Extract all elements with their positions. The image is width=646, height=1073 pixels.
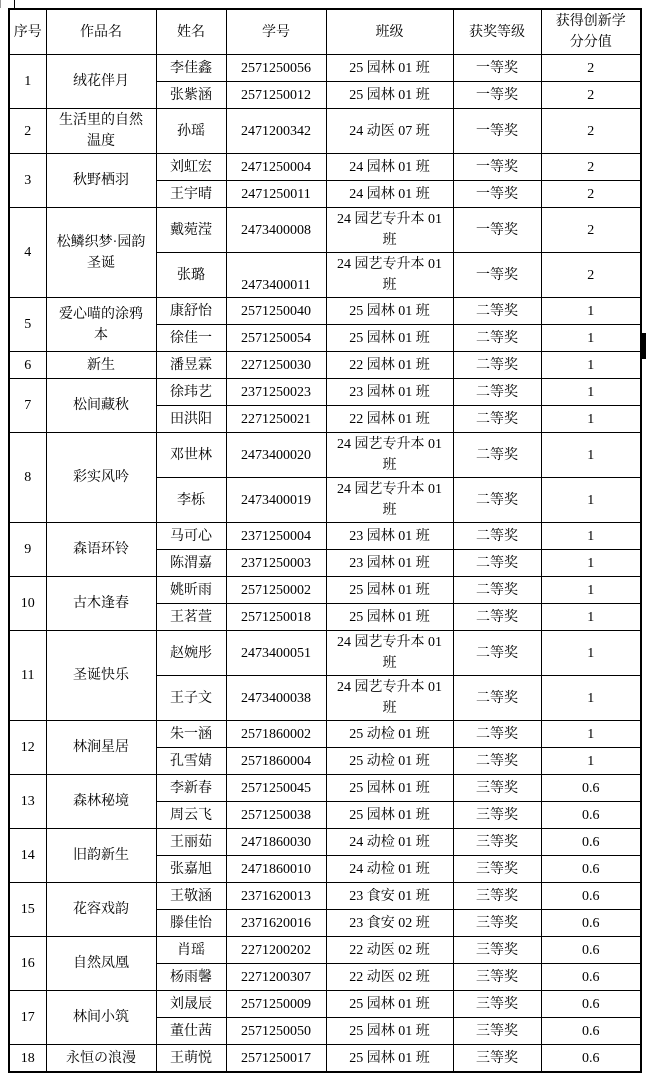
award-level-cell: 三等奖	[453, 964, 541, 991]
student-name-cell: 李新春	[156, 775, 226, 802]
work-name-cell: 松鳞织梦·园韵圣诞	[46, 208, 156, 298]
award-level-cell: 一等奖	[453, 55, 541, 82]
class-cell: 22 动医 02 班	[326, 937, 453, 964]
column-header: 学号	[226, 9, 326, 55]
serial-number-cell: 3	[9, 154, 46, 208]
award-level-cell: 二等奖	[453, 406, 541, 433]
student-id-cell: 2473400020	[226, 433, 326, 478]
student-name-cell: 刘虹宏	[156, 154, 226, 181]
serial-number-cell: 10	[9, 577, 46, 631]
serial-number-cell: 6	[9, 352, 46, 379]
award-level-cell: 一等奖	[453, 181, 541, 208]
student-id-cell: 2571250045	[226, 775, 326, 802]
student-name-cell: 田洪阳	[156, 406, 226, 433]
serial-number-cell: 5	[9, 298, 46, 352]
class-cell: 24 动检 01 班	[326, 829, 453, 856]
student-id-cell: 2471200342	[226, 109, 326, 154]
table-row	[9, 433, 641, 478]
credit-score-cell: 0.6	[541, 1045, 641, 1073]
credit-score-cell: 1	[541, 379, 641, 406]
column-header: 班级	[326, 9, 453, 55]
award-level-cell: 二等奖	[453, 550, 541, 577]
student-name-cell: 李栎	[156, 478, 226, 523]
table-row	[9, 721, 641, 748]
credit-score-cell: 1	[541, 352, 641, 379]
class-cell: 23 园林 01 班	[326, 379, 453, 406]
credit-score-cell: 0.6	[541, 883, 641, 910]
student-id-cell: 2473400038	[226, 676, 326, 721]
student-id-cell: 2471860010	[226, 856, 326, 883]
serial-number-cell: 14	[9, 829, 46, 883]
credit-score-cell: 2	[541, 82, 641, 109]
award-level-cell: 一等奖	[453, 82, 541, 109]
work-name-cell: 生活里的自然温度	[46, 109, 156, 154]
student-name-cell: 陈渭嘉	[156, 550, 226, 577]
credit-score-cell: 1	[541, 523, 641, 550]
class-cell: 24 园艺专升本 01 班	[326, 676, 453, 721]
work-name-cell: 森语环铃	[46, 523, 156, 577]
table-row	[9, 883, 641, 910]
award-level-cell: 二等奖	[453, 721, 541, 748]
student-id-cell: 2271200202	[226, 937, 326, 964]
credit-score-cell: 0.6	[541, 856, 641, 883]
serial-number-cell: 11	[9, 631, 46, 721]
table-row	[9, 379, 641, 406]
student-name-cell: 潘昱霖	[156, 352, 226, 379]
award-level-cell: 二等奖	[453, 631, 541, 676]
table-row	[9, 154, 641, 181]
credit-score-cell: 2	[541, 208, 641, 253]
class-cell: 24 动医 07 班	[326, 109, 453, 154]
table-row	[9, 937, 641, 964]
student-name-cell: 李佳鑫	[156, 55, 226, 82]
credit-score-cell: 1	[541, 631, 641, 676]
award-level-cell: 二等奖	[453, 325, 541, 352]
class-cell: 25 园林 01 班	[326, 775, 453, 802]
work-name-cell: 新生	[46, 352, 156, 379]
credit-score-cell: 2	[541, 253, 641, 298]
credit-score-cell: 0.6	[541, 802, 641, 829]
award-level-cell: 三等奖	[453, 883, 541, 910]
credit-score-cell: 0.6	[541, 937, 641, 964]
credit-score-cell: 1	[541, 478, 641, 523]
award-level-cell: 二等奖	[453, 433, 541, 478]
class-cell: 25 动检 01 班	[326, 721, 453, 748]
work-name-cell: 古木逢春	[46, 577, 156, 631]
credit-score-cell: 2	[541, 181, 641, 208]
award-level-cell: 三等奖	[453, 1045, 541, 1073]
award-level-cell: 三等奖	[453, 1018, 541, 1045]
student-name-cell: 王萌悦	[156, 1045, 226, 1073]
student-id-cell: 2571250050	[226, 1018, 326, 1045]
student-name-cell: 赵婉彤	[156, 631, 226, 676]
credit-score-cell: 0.6	[541, 775, 641, 802]
table-row	[9, 991, 641, 1018]
student-id-cell: 2571250054	[226, 325, 326, 352]
table-row	[9, 775, 641, 802]
credit-score-cell: 1	[541, 406, 641, 433]
student-id-cell: 2571250038	[226, 802, 326, 829]
student-id-cell: 2271200307	[226, 964, 326, 991]
serial-number-cell: 8	[9, 433, 46, 523]
student-id-cell: 2571860004	[226, 748, 326, 775]
class-cell: 25 园林 01 班	[326, 82, 453, 109]
credit-score-cell: 1	[541, 433, 641, 478]
student-id-cell: 2371250023	[226, 379, 326, 406]
table-row	[9, 208, 641, 253]
credit-score-cell: 1	[541, 748, 641, 775]
student-id-cell: 2371250004	[226, 523, 326, 550]
student-name-cell: 邓世林	[156, 433, 226, 478]
serial-number-cell: 15	[9, 883, 46, 937]
award-level-cell: 二等奖	[453, 676, 541, 721]
class-cell: 23 园林 01 班	[326, 523, 453, 550]
credit-score-cell: 1	[541, 676, 641, 721]
student-id-cell: 2473400019	[226, 478, 326, 523]
award-level-cell: 一等奖	[453, 208, 541, 253]
credit-score-cell: 0.6	[541, 964, 641, 991]
credit-score-cell: 0.6	[541, 1018, 641, 1045]
work-name-cell: 林间小筑	[46, 991, 156, 1045]
student-name-cell: 张紫涵	[156, 82, 226, 109]
work-name-cell: 林涧星居	[46, 721, 156, 775]
award-level-cell: 三等奖	[453, 937, 541, 964]
serial-number-cell: 4	[9, 208, 46, 298]
award-level-cell: 二等奖	[453, 379, 541, 406]
credit-score-cell: 1	[541, 550, 641, 577]
student-id-cell: 2471250011	[226, 181, 326, 208]
award-level-cell: 三等奖	[453, 910, 541, 937]
table-row	[9, 829, 641, 856]
credit-score-cell: 0.6	[541, 829, 641, 856]
table-row	[9, 109, 641, 154]
student-name-cell: 周云飞	[156, 802, 226, 829]
award-level-cell: 三等奖	[453, 991, 541, 1018]
table-row	[9, 55, 641, 82]
class-cell: 24 园艺专升本 01 班	[326, 478, 453, 523]
student-id-cell: 2271250030	[226, 352, 326, 379]
award-level-cell: 二等奖	[453, 523, 541, 550]
student-name-cell: 康舒怡	[156, 298, 226, 325]
student-id-cell: 2571250002	[226, 577, 326, 604]
table-row	[9, 352, 641, 379]
student-name-cell: 王敬涵	[156, 883, 226, 910]
student-name-cell: 王茗萱	[156, 604, 226, 631]
serial-number-cell: 13	[9, 775, 46, 829]
award-level-cell: 三等奖	[453, 775, 541, 802]
right-edge-mark-artifact	[641, 333, 646, 359]
column-header: 获奖等级	[453, 9, 541, 55]
student-id-cell: 2371620013	[226, 883, 326, 910]
award-level-cell: 一等奖	[453, 109, 541, 154]
student-id-cell: 2471860030	[226, 829, 326, 856]
table-row	[9, 577, 641, 604]
credit-score-cell: 2	[541, 154, 641, 181]
student-name-cell: 徐玮艺	[156, 379, 226, 406]
class-cell: 25 园林 01 班	[326, 1045, 453, 1073]
serial-number-cell: 1	[9, 55, 46, 109]
student-id-cell: 2571250040	[226, 298, 326, 325]
class-cell: 24 园林 01 班	[326, 154, 453, 181]
class-cell: 24 园艺专升本 01 班	[326, 208, 453, 253]
credit-score-cell: 1	[541, 298, 641, 325]
student-name-cell: 孔雪婧	[156, 748, 226, 775]
work-name-cell: 旧韵新生	[46, 829, 156, 883]
work-name-cell: 森林秘境	[46, 775, 156, 829]
serial-number-cell: 12	[9, 721, 46, 775]
class-cell: 24 动检 01 班	[326, 856, 453, 883]
student-id-cell: 2471250004	[226, 154, 326, 181]
class-cell: 22 园林 01 班	[326, 352, 453, 379]
student-id-cell: 2473400051	[226, 631, 326, 676]
class-cell: 22 园林 01 班	[326, 406, 453, 433]
header-row	[9, 9, 641, 55]
class-cell: 23 食安 02 班	[326, 910, 453, 937]
award-level-cell: 二等奖	[453, 748, 541, 775]
student-id-cell: 2571250056	[226, 55, 326, 82]
credit-score-cell: 0.6	[541, 991, 641, 1018]
class-cell: 24 园林 01 班	[326, 181, 453, 208]
serial-number-cell: 7	[9, 379, 46, 433]
student-name-cell: 孙瑶	[156, 109, 226, 154]
work-name-cell: 松间藏秋	[46, 379, 156, 433]
award-level-cell: 二等奖	[453, 298, 541, 325]
credit-score-cell: 2	[541, 109, 641, 154]
student-id-cell: 2371620016	[226, 910, 326, 937]
student-name-cell: 董仕茜	[156, 1018, 226, 1045]
student-id-cell: 2371250003	[226, 550, 326, 577]
credit-score-cell: 2	[541, 55, 641, 82]
serial-number-cell: 16	[9, 937, 46, 991]
class-cell: 24 园艺专升本 01 班	[326, 253, 453, 298]
serial-number-cell: 2	[9, 109, 46, 154]
student-name-cell: 徐佳一	[156, 325, 226, 352]
student-name-cell: 滕佳怡	[156, 910, 226, 937]
student-name-cell: 戴菀滢	[156, 208, 226, 253]
table-row	[9, 523, 641, 550]
work-name-cell: 秋野栖羽	[46, 154, 156, 208]
student-name-cell: 张嘉旭	[156, 856, 226, 883]
work-name-cell: 花容戏韵	[46, 883, 156, 937]
serial-number-cell: 18	[9, 1045, 46, 1073]
student-name-cell: 张璐	[156, 253, 226, 298]
award-level-cell: 三等奖	[453, 829, 541, 856]
table-header	[9, 9, 641, 55]
award-level-cell: 二等奖	[453, 352, 541, 379]
student-name-cell: 刘晟辰	[156, 991, 226, 1018]
award-level-cell: 一等奖	[453, 154, 541, 181]
serial-number-cell: 17	[9, 991, 46, 1045]
work-name-cell: 圣诞快乐	[46, 631, 156, 721]
table-row	[9, 1045, 641, 1073]
column-header: 序号	[9, 9, 46, 55]
class-cell: 25 园林 01 班	[326, 577, 453, 604]
student-id-cell: 2473400008	[226, 208, 326, 253]
student-name-cell: 杨雨馨	[156, 964, 226, 991]
class-cell: 25 园林 01 班	[326, 604, 453, 631]
class-cell: 25 园林 01 班	[326, 1018, 453, 1045]
award-level-cell: 二等奖	[453, 478, 541, 523]
student-name-cell: 王丽茹	[156, 829, 226, 856]
credit-score-cell: 1	[541, 577, 641, 604]
column-header: 姓名	[156, 9, 226, 55]
class-cell: 24 园艺专升本 01 班	[326, 631, 453, 676]
table-row	[9, 298, 641, 325]
column-header: 作品名	[46, 9, 156, 55]
clipped-cell-artifact	[0, 0, 15, 8]
student-id-cell: 2571250009	[226, 991, 326, 1018]
student-id-cell: 2473400011	[226, 253, 326, 298]
student-name-cell: 姚昕雨	[156, 577, 226, 604]
student-name-cell: 王宇晴	[156, 181, 226, 208]
credit-score-cell: 1	[541, 721, 641, 748]
work-name-cell: 爱心喵的涂鸦本	[46, 298, 156, 352]
student-name-cell: 马可心	[156, 523, 226, 550]
class-cell: 22 动医 02 班	[326, 964, 453, 991]
class-cell: 25 园林 01 班	[326, 325, 453, 352]
class-cell: 24 园艺专升本 01 班	[326, 433, 453, 478]
class-cell: 25 园林 01 班	[326, 991, 453, 1018]
work-name-cell: 绒花伴月	[46, 55, 156, 109]
table-row	[9, 631, 641, 676]
student-id-cell: 2571250017	[226, 1045, 326, 1073]
credit-score-cell: 1	[541, 604, 641, 631]
award-level-cell: 二等奖	[453, 604, 541, 631]
student-name-cell: 王子文	[156, 676, 226, 721]
column-header: 获得创新学分分值	[541, 9, 641, 55]
award-level-cell: 三等奖	[453, 802, 541, 829]
awards-table	[8, 8, 642, 1073]
student-name-cell: 肖瑶	[156, 937, 226, 964]
award-level-cell: 一等奖	[453, 253, 541, 298]
credit-score-cell: 0.6	[541, 910, 641, 937]
work-name-cell: 永恒の浪漫	[46, 1045, 156, 1073]
award-level-cell: 二等奖	[453, 577, 541, 604]
class-cell: 25 园林 01 班	[326, 802, 453, 829]
student-id-cell: 2571860002	[226, 721, 326, 748]
student-id-cell: 2571250018	[226, 604, 326, 631]
credit-score-cell: 1	[541, 325, 641, 352]
award-level-cell: 三等奖	[453, 856, 541, 883]
class-cell: 25 园林 01 班	[326, 55, 453, 82]
class-cell: 23 园林 01 班	[326, 550, 453, 577]
class-cell: 25 园林 01 班	[326, 298, 453, 325]
student-id-cell: 2571250012	[226, 82, 326, 109]
student-name-cell: 朱一涵	[156, 721, 226, 748]
class-cell: 23 食安 01 班	[326, 883, 453, 910]
class-cell: 25 动检 01 班	[326, 748, 453, 775]
student-id-cell: 2271250021	[226, 406, 326, 433]
serial-number-cell: 9	[9, 523, 46, 577]
work-name-cell: 自然凤凰	[46, 937, 156, 991]
work-name-cell: 彩实风吟	[46, 433, 156, 523]
